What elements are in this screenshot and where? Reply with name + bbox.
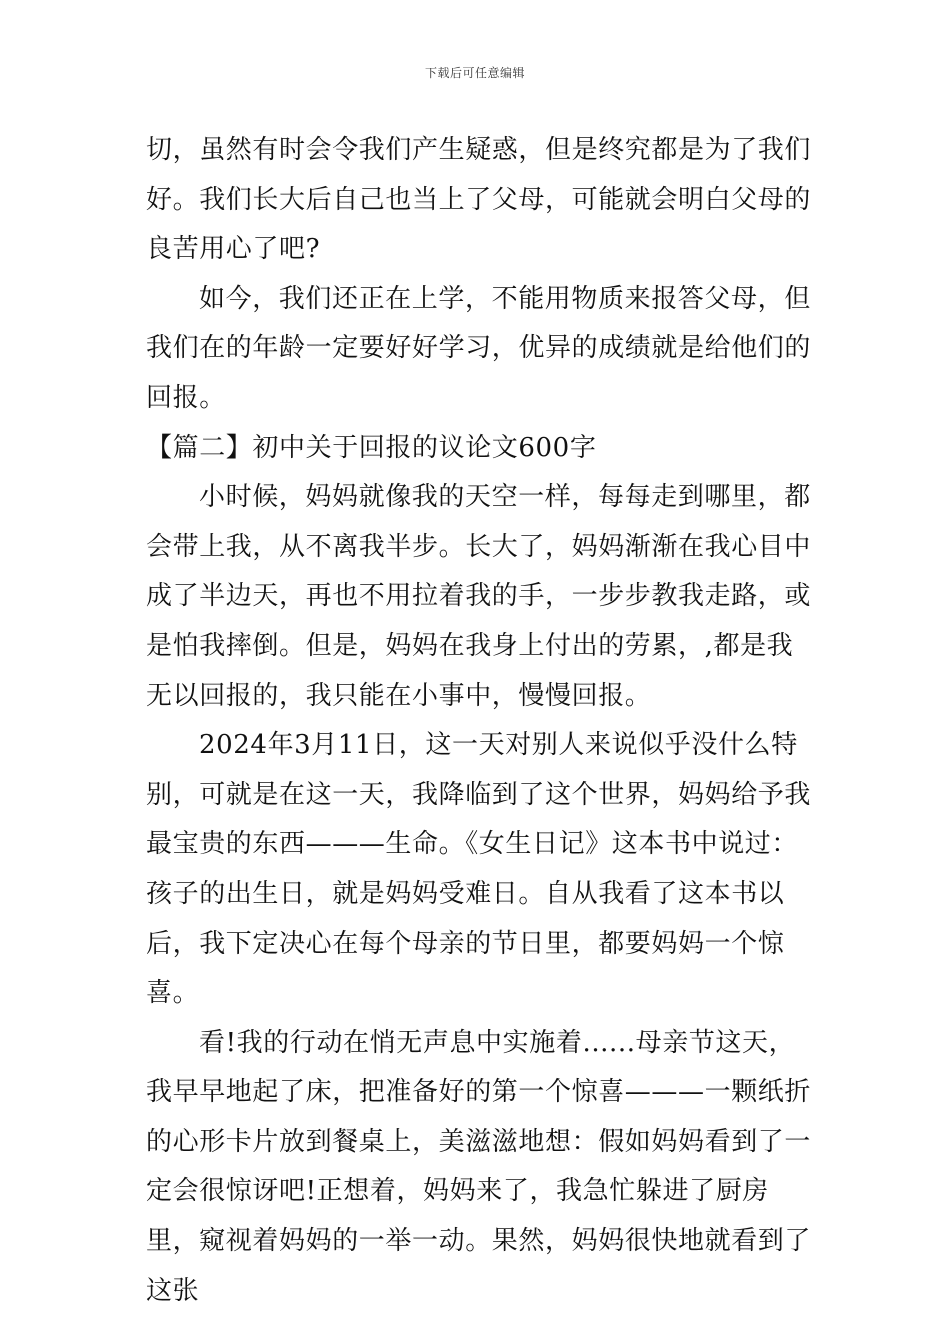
page-header: 下载后可任意编辑	[424, 66, 525, 80]
paragraph-birthday: 2024年3月11日，这一天对别人来说似乎没什么特别，可就是在这一天，我降临到了这个世界，妈妈给予我最宝贵的东西———生命。《女生日记》这本书中说过：孩子的出生日，就是妈妈受难日。自从我看了这本书以后，我下定决心在每个母亲的节日里，都要妈妈一个惊喜。	[146, 730, 812, 1009]
paragraph-childhood: 小时候，妈妈就像我的天空一样，每每走到哪里，都会带上我，从不离我半步。长大了，妈妈渐渐在我心目中成了半边天，再也不用拉着我的手，一步步教我走路，或是怕我摔倒。但是，妈妈在我身上付出的劳累，,都是我无以回报的，我只能在小事中，慢慢回报。	[146, 482, 812, 711]
paragraph-mothers-day: 看!我的行动在悄无声息中实施着......母亲节这天，我早早地起了床，把准备好的第一个惊喜———一颗纸折的心形卡片放到餐桌上，美滋滋地想：假如妈妈看到了一定会很惊讶吧!正想着，妈妈来了，我急忙躲进了厨房里，窥视着妈妈的一举一动。果然，妈妈很快地就看到了这张	[146, 1027, 812, 1306]
document-body	[146, 126, 812, 1316]
paragraph-repay-parents: 如今，我们还正在上学，不能用物质来报答父母，但我们在的年龄一定要好好学习，优异的成绩就是给他们的回报。	[146, 283, 812, 413]
paragraph-continued: 切，虽然有时会令我们产生疑惑，但是终究都是为了我们好。我们长大后自己也当上了父母，可能就会明白父母的良苦用心了吧?	[146, 135, 812, 265]
section-heading: 【篇二】初中关于回报的议论文600字	[146, 432, 597, 463]
